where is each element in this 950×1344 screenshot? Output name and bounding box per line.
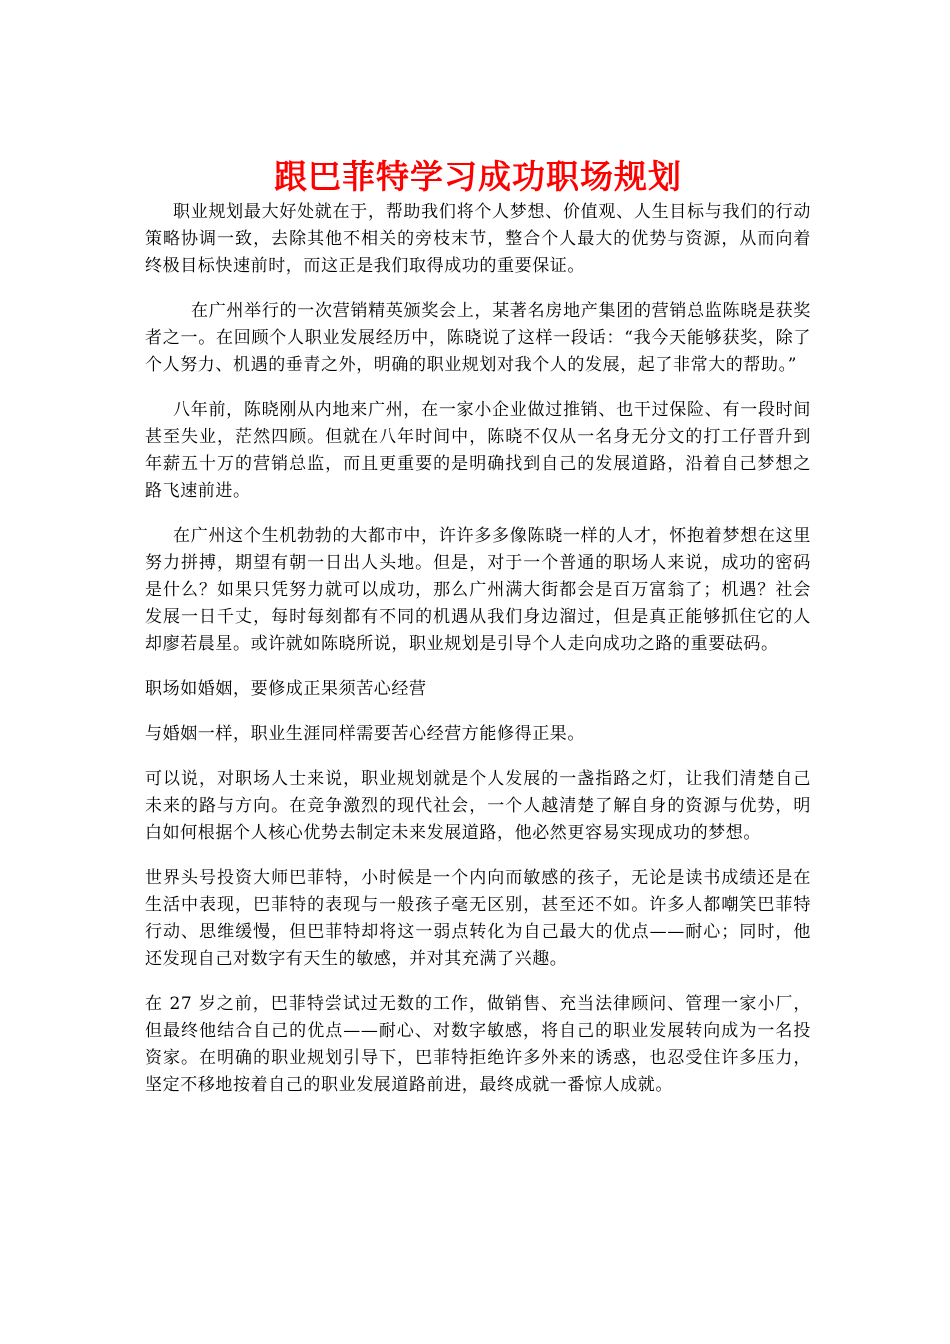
- document-title: 跟巴菲特学习成功职场规划: [274, 157, 682, 196]
- paragraph-buffett-career: 在 27 岁之前，巴菲特尝试过无数的工作，做销售、充当法律顾问、管理一家小厂，但最终他结合自己的优点——耐心、对数字敏感，将自己的职业发展转向成为一名投资家。在明确的职业规划引导下，巴菲特拒绝许多外来的诱惑，也忍受住许多压力，坚定不移地按着自己的职业发展道路前进，最终成就一番惊人成就。: [145, 994, 811, 1095]
- paragraph-eight-years-ago: 八年前，陈晓刚从内地来广州，在一家小企业做过推销、也干过保险、有一段时间甚至失业，茫然四顾。但就在八年时间中，陈晓不仅从一名身无分文的打工仔晋升到年薪五十万的营销总监，而且更重要的是明确找到自己的发展道路，沿着自己梦想之路飞速前进。: [145, 400, 811, 501]
- paragraph-buffett-childhood: 世界头号投资大师巴菲特，小时候是一个内向而敏感的孩子，无论是读书成绩还是在生活中表现，巴菲特的表现与一般孩子毫无区别，甚至还不如。许多人都嘲笑巴菲特行动、思维缓慢，但巴菲特却将这一弱点转化为自己最大的优点——耐心；同时，他还发现自己对数字有天生的敏感，并对其充满了兴趣。: [145, 868, 811, 969]
- document-page: [145, 155, 811, 1099]
- paragraph-guangzhou-talent: 在广州这个生机勃勃的大都市中，许许多多像陈晓一样的人才，怀抱着梦想在这里努力拼搏，期望有朝一日出人头地。但是，对于一个普通的职场人来说，成功的密码是什么？如果只凭努力就可以成功，那么广州满大街都会是百万富翁了；机遇？社会发展一日千丈，每时每刻都有不同的机遇从我们身边溜过，但是真正能够抓住它的人却廖若晨星。或许就如陈晓所说，职业规划是引导个人走向成功之路的重要砝码。: [145, 526, 811, 654]
- paragraph-career-planning-benefit: 职业规划最大好处就在于，帮助我们将个人梦想、价值观、人生目标与我们的行动策略协调一致，去除其他不相关的旁枝末节，整合个人最大的优势与资源，从而向着终极目标快速前时，而这正是我们取得成功的重要保证。: [145, 202, 811, 276]
- paragraph-like-marriage: 与婚姻一样，职业生涯同样需要苦心经营方能修得正果。: [145, 724, 585, 744]
- paragraph-award-ceremony: 在广州举行的一次营销精英颁奖会上，某著名房地产集团的营销总监陈晓是获奖者之一。在回顾个人职业发展经历中，陈晓说了这样一段话：“我今天能够获奖，除了个人努力、机遇的垂青之外，明确的职业规划对我个人的发展，起了非常大的帮助。”: [145, 301, 811, 375]
- section-heading-marriage: 职场如婚姻，要修成正果须苦心经营: [145, 679, 427, 699]
- paragraph-guiding-light: 可以说，对职场人士来说，职业规划就是个人发展的一盏指路之灯，让我们清楚自己未来的路与方向。在竞争激烈的现代社会，一个人越清楚了解自身的资源与优势，明白如何根据个人核心优势去制定未来发展道路，他必然更容易实现成功的梦想。: [145, 769, 811, 843]
